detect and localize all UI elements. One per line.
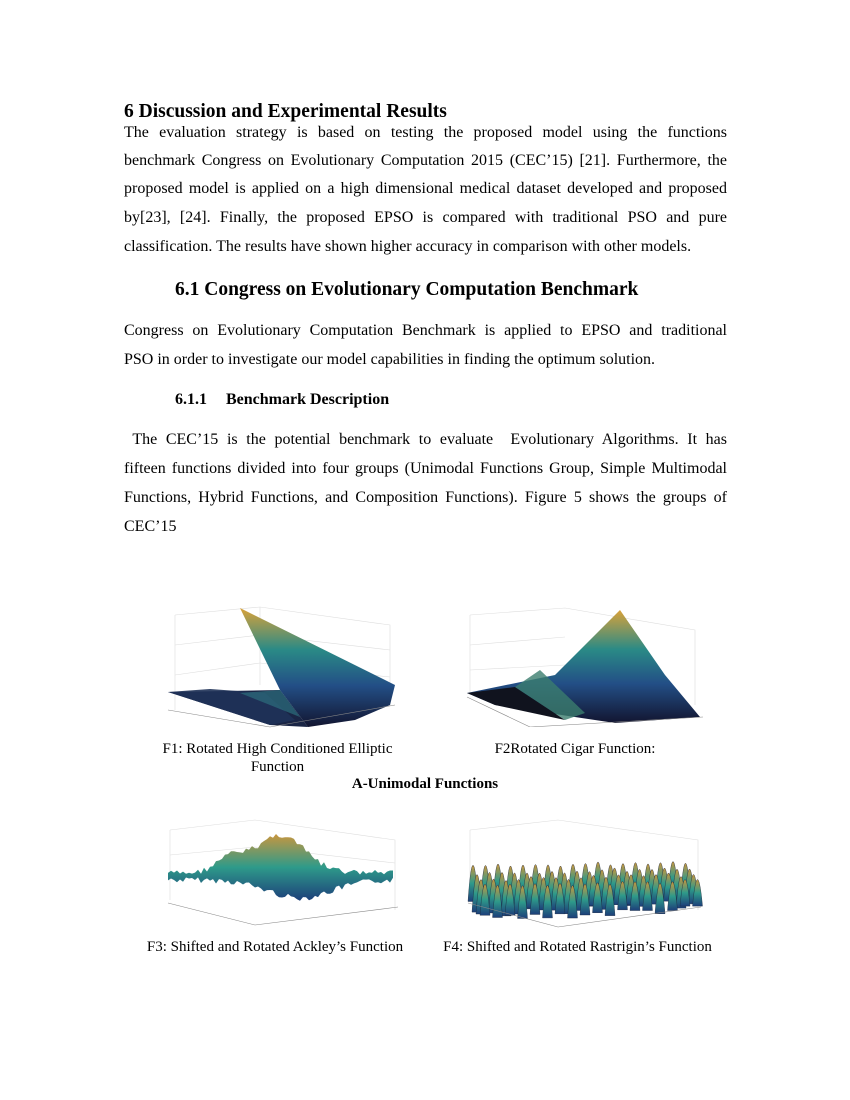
paragraph-line: proposed model is applied on a high dimensional medical dataset developed and proposed: [124, 180, 727, 197]
subsubsection-title: Benchmark Description: [226, 391, 390, 408]
group-caption: A-Unimodal Functions: [351, 776, 499, 792]
f3-surface-plot: [160, 815, 400, 927]
surface: [168, 834, 393, 901]
paragraph-line: Functions, Hybrid Functions, and Composition Functions). Figure 5 shows the groups of: [124, 489, 727, 506]
paragraph-line: classification. The results have shown higher accuracy in comparison with other models.: [124, 238, 692, 255]
subsubsection-heading: [175, 391, 389, 409]
paragraph-line: The CEC’15 is the potential benchmark to evaluate Evolutionary Algorithms. It has: [124, 431, 727, 448]
paragraph-line: fifteen functions divided into four groups (Unimodal Functions Group, Simple Multimodal: [124, 460, 727, 477]
f1-caption: [140, 740, 415, 776]
paragraph-line: benchmark Congress on Evolutionary Computation 2015 (CEC’15) [21]. Furthermore, the: [124, 152, 727, 169]
subsection-heading: 6.1 Congress on Evolutionary Computation Benchmark: [175, 279, 639, 300]
section-heading: 6 Discussion and Experimental Results: [124, 101, 447, 122]
f2-caption: F2Rotated Cigar Function:: [494, 741, 656, 757]
f1-surface-plot: [150, 605, 408, 730]
subsubsection-number: 6.1.1: [175, 391, 207, 408]
f2-surface-plot: [455, 605, 705, 727]
caption-line: F1: Rotated High Conditioned Elliptic: [162, 741, 393, 757]
paragraph-line: by[23], [24]. Finally, the proposed EPSO is compared with traditional PSO and pure: [124, 209, 727, 226]
f3-caption: F3: Shifted and Rotated Ackley’s Function: [146, 939, 404, 955]
surface: [468, 862, 703, 919]
paragraph-line: CEC’15: [124, 518, 177, 535]
paragraph-line: Congress on Evolutionary Computation Benchmark is applied to EPSO and traditional: [124, 322, 727, 339]
paragraph-line: The evaluation strategy is based on testing the proposed model using the functions: [124, 124, 727, 141]
caption-line: Function: [250, 759, 305, 775]
f4-surface-plot: [458, 815, 703, 930]
f4-caption: F4: Shifted and Rotated Rastrigin’s Function: [443, 939, 712, 955]
paragraph-line: PSO in order to investigate our model capabilities in finding the optimum solution.: [124, 351, 656, 368]
